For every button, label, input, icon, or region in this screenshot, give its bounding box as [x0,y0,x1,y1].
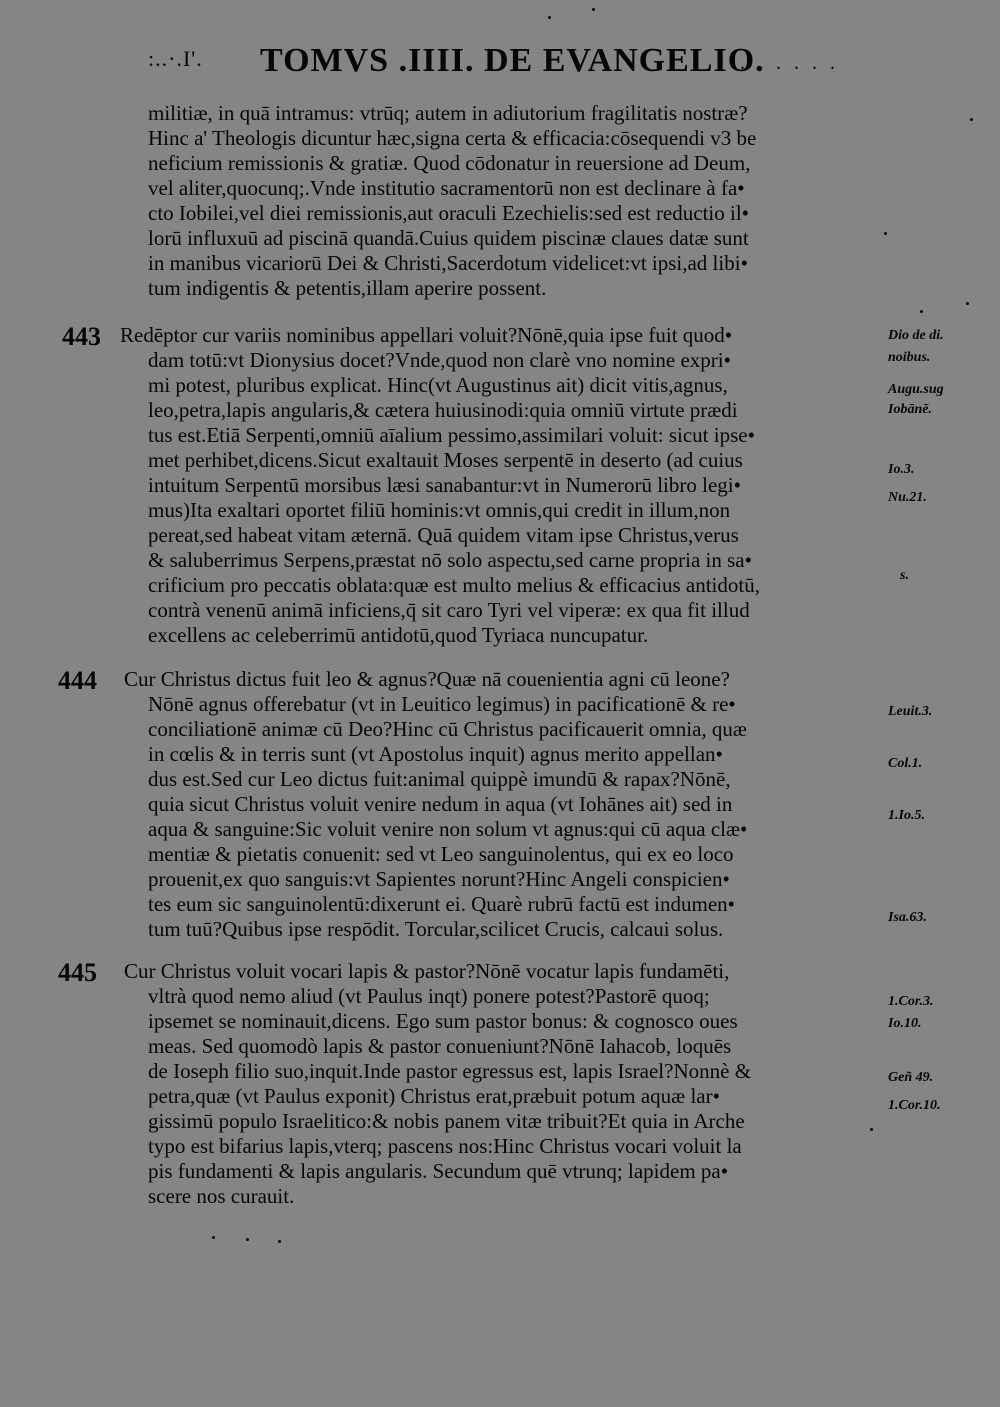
text-line: petra,quæ (vt Paulus exponit) Christus erat,præbuit potum aquæ lar• [148,1084,720,1108]
text-line: tus est.Etiā Serpenti,omniū aīalium pessimo,assimilari voluit: sicut ipse• [148,423,755,447]
text-line: crificium pro peccatis oblata:quæ est multo melius & efficacius antidotū, [148,573,760,597]
text-line: pis fundamenti & lapis angularis. Secundum quē vtrunq; lapidem pa• [148,1159,729,1183]
section-number: 443 [62,322,101,351]
text-line: meas. Sed quomodò lapis & pastor conueniunt?Nōnē Iahacob, loquēs [148,1034,732,1058]
text-line: prouenit,ex quo sanguis:vt Sapientes norunt?Hinc Angeli conspicien• [148,867,730,891]
margin-note: 1.Io.5. [888,808,925,823]
ink-speck [920,310,923,313]
text-line: Redēptor cur variis nominibus appellari voluit?Nōnē,quia ipse fuit quod• [120,323,733,347]
margin-note: Isa.63. [888,910,927,925]
text-line: tum tuū?Quibus ipse respōdit. Torcular,scilicet Crucis, calcaui solus. [148,917,724,941]
margin-note: Leuit.3. [888,704,933,719]
header-trail-fragment: . . . . . . [740,52,839,74]
ink-speck [970,118,973,121]
text-line: excellens ac celeberrimū antidotū,quod Tyriaca nuncupatur. [148,623,649,647]
text-line: contrà venenū animā inficiens,q̄ sit caro Tyri vel viperæ: ex qua fit illud [148,598,750,622]
margin-note: noibus. [888,350,931,365]
ink-speck [592,8,595,11]
text-line: conciliationē animæ cū Deo?Hinc cū Christus pacificauerit omnia, quæ [148,717,747,741]
text-line: lorū influxuū ad piscinā quandā.Cuius quidem piscinæ claues datæ sunt [148,226,749,250]
text-line: typo est bifarius lapis,vterq; pascens nos:Hinc Christus vocari voluit la [148,1134,742,1158]
header-title: TOMVS .IIII. DE EVANGELIO. [260,42,765,79]
margin-note: 1.Cor.3. [888,994,934,1009]
ink-speck [278,1240,281,1243]
text-line: de Ioseph filio suo,inquit.Inde pastor egressus est, lapis Israel?Nonnè & [148,1059,752,1083]
text-line: in cœlis & in terris sunt (vt Apostolus inquit) agnus merito appellan• [148,742,723,766]
margin-note: 1.Cor.10. [888,1098,941,1113]
margin-note: s. [900,568,909,583]
text-line: Cur Christus voluit vocari lapis & pastor?Nōnē vocatur lapis fundamēti, [124,959,730,983]
section-number: 444 [58,666,97,695]
text-line: Nōnē agnus offerebatur (vt in Leuitico legimus) in pacificationē & re• [148,692,736,716]
text-line: gissimū populo Israelitico:& nobis panem vitæ tribuit?Et quia in Arche [148,1109,745,1133]
text-line: intuitum Serpentū morsibus læsi sanabantur:vt in Numerorū libro legi• [148,473,741,497]
text-line: quia sicut Christus voluit venire nedum in aqua (vt Iohānes ait) sed in [148,792,733,816]
text-line: neficium remissionis & gratiæ. Quod cōdonatur in reuersione ad Deum, [148,151,751,175]
text-line: met perhibet,dicens.Sicut exaltauit Moses serpentē in deserto (ad cuius [148,448,743,472]
text-line: mi potest, pluribus explicat. Hinc(vt Augustinus ait) dicit vitis,agnus, [148,373,728,397]
ink-speck [966,302,969,305]
text-line: vel aliter,quocunq;.Vnde institutio sacramentorū non est declinare à fa• [148,176,745,200]
margin-note: Io.10. [888,1016,922,1031]
margin-note: Dio de di. [888,328,944,343]
text-line: vltrà quod nemo aliud (vt Paulus inqt) ponere potest?Pastorē quoq; [148,984,710,1008]
text-line: mentiæ & pietatis conuenit: sed vt Leo sanguinolentus, qui ex eo loco [148,842,734,866]
text-line: dam totū:vt Dionysius docet?Vnde,quod non clarè vno nomine expri• [148,348,731,372]
margin-note: Iobānē. [888,402,932,417]
text-line: mus)Ita exaltari oportet filiū hominis:vt omnis,qui credit in illum,non [148,498,731,522]
ink-speck [884,232,887,235]
text-line: aqua & sanguine:Sic voluit venire non solum vt agnus:qui cū aqua clæ• [148,817,748,841]
text-line: leo,petra,lapis angularis,& cætera huiusinodi:quia omniū virtute prædi [148,398,738,422]
text-line: in manibus vicariorū Dei & Christi,Sacerdotum videlicet:vt ipsi,ad libi• [148,251,748,275]
ink-speck [246,1238,249,1241]
text-line: dus est.Sed cur Leo dictus fuit:animal quippè imundū & rapax?Nōnē, [148,767,731,791]
text-line: Cur Christus dictus fuit leo & agnus?Quæ nā couenientia agni cū leone? [124,667,730,691]
section-number: 445 [58,958,97,987]
margin-note: Col.1. [888,756,923,771]
text-line: Hinc a' Theologis dicuntur hæc,signa certa & efficacia:cōsequendi v3 be [148,126,757,150]
margin-note: Nu.21. [888,490,927,505]
ink-speck [870,1128,873,1131]
margin-note: Augu.sug [888,382,944,397]
text-line: cto Iobilei,vel diei remissionis,aut oraculi Ezechielis:sed est reductio il• [148,201,750,225]
text-line: scere nos curauit. [148,1184,295,1208]
text-line: tum indigentis & petentis,illam aperire possent. [148,276,547,300]
text-line: militiæ, in quā intramus: vtrūq; autem in adiutorium fragilitatis nostræ? [148,101,748,125]
ink-speck [212,1236,215,1239]
header-lead-fragment: :..·.I'. [148,46,203,71]
text-line: & saluberrimus Serpens,præstat nō solo aspectu,sed carne propria in sa• [148,548,752,572]
ink-speck [548,16,551,19]
text-line: tes eum sic sanguinolentū:dixerunt ei. Quarè rubrū factū est indumen• [148,892,736,916]
margin-note: Geñ 49. [888,1070,934,1085]
margin-note: Io.3. [888,462,915,477]
text-line: ipsemet se nominauit,dicens. Ego sum pastor bonus: & cognosco oues [148,1009,738,1033]
text-line: pereat,sed habeat vitam æternā. Quā quidem vitam ipse Christus,verus [148,523,739,547]
